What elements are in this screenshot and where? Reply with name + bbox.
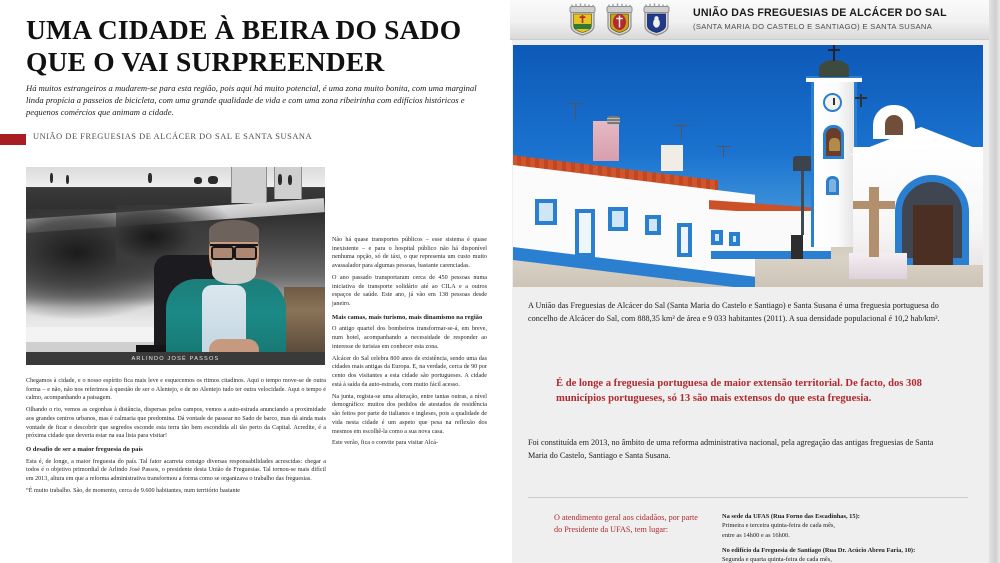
paragraph: Chegamos à cidade, e o nosso espírito fica mais leve e esquecemos os ritmos citadinos. Aqui o tempo move-se de outra forma – e não, não nos referimos à questão de ser o Alentejo, e de no Alentejo tudo ter outra velocidade. Aqui o tempo é calmo, acompanhando a paisagem. — [26, 378, 326, 402]
schedule-block — [722, 546, 967, 563]
divider — [528, 497, 968, 498]
page-gutter — [510, 0, 512, 563]
photo-village-church — [513, 45, 983, 287]
footer-schedule — [722, 512, 967, 563]
chimney — [593, 121, 619, 161]
tower-window — [826, 176, 839, 195]
panel-body-text-2: Foi constituída em 2013, no âmbito de uma reforma administrativa nacional, pela agregação das antigas freguesias de Santa Maria do Castelo, Santiago e Santa Susana. — [528, 438, 934, 460]
chimney — [661, 145, 683, 171]
antenna-icon — [723, 146, 724, 157]
door — [575, 209, 595, 257]
schedule-line: entre as 14h00 e as 16h00. — [722, 531, 790, 539]
mural-figure — [66, 175, 69, 184]
window — [608, 207, 628, 231]
street-lamp-head — [793, 156, 812, 171]
door — [677, 223, 692, 257]
mural-figure — [50, 173, 53, 183]
kicker — [0, 131, 500, 149]
tower-dome — [819, 60, 849, 77]
crest-group — [566, 3, 673, 37]
panel-subtitle: (SANTA MARIA DO CASTELO E SANTIAGO) E SANTA SUSANA — [693, 22, 933, 31]
article-column-2 — [332, 236, 487, 451]
window — [645, 215, 661, 235]
cross-icon — [833, 45, 835, 61]
paragraph: Alcácer do Sal celebra 800 anos de existência, sendo uma das cidades mais antigas da Europa. E, na verdade, cerca de 90 por cento dos visitantes a esta cidade são portugueses. A cidade está à saída da auto-estrada, com muito fácil acesso. — [332, 355, 487, 388]
kicker-red-bar — [0, 134, 26, 145]
footer-lead-text: O atendimento geral aos cidadãos, por parte do Presidente da UFAS, tem lugar: — [554, 513, 698, 535]
person-hair — [209, 220, 259, 242]
mural-figure — [278, 174, 282, 185]
schedule-line: Primeira e terceira quinta-feira de cada mês, — [722, 522, 836, 530]
crest-santa-maria-do-castelo — [566, 3, 599, 37]
antenna-icon — [575, 103, 576, 119]
paragraph: O antigo quartel dos bombeiros transformar-se-á, em breve, num hotel, acompanhando a necessidade de responder ao interesse de turistas em conhecer esta zona. — [332, 326, 487, 350]
paragraph: Na junta, regista-se uma alteração, entre tantas outras, a nível demográfico: muitos dos pedidos de atestados de residência são feitos por parte de italianos e ingleses, pois a qualidade de vida nesta cidade é um aspeto que pesa na reflexão dos mesmos em escolhê-la como a sua nova casa. — [332, 393, 487, 435]
right-page — [510, 0, 1000, 563]
paragraph: O ano passado transportaram cerca de 450 pessoas numa iniciativa de transporte solidário até ao CILA e a outros espaços de saúde. Este ano, já vão em 138 pessoas desde janeiro. — [332, 274, 487, 308]
subheading: O desafio de ser a maior freguesia do país — [26, 446, 143, 454]
window — [535, 199, 557, 225]
bell-icon — [829, 138, 840, 151]
panel-header — [510, 0, 989, 40]
page-title: UMA CIDADE À BEIRA DO SADO QUE O VAI SURPREENDER — [26, 14, 462, 78]
schedule-title: Na sede da UFAS (Rua Forno das Escadinhas, 15): — [722, 513, 860, 520]
article-column-1 — [26, 377, 326, 499]
schedule-title: No edifício da Freguesia de Santiago (Rua Dr. Acúcio Abreu Faria, 10): — [722, 546, 916, 554]
mural-figure — [194, 177, 202, 184]
calvary-cross-arm — [853, 201, 895, 209]
street-lamp-post — [801, 163, 804, 235]
paragraph: Este verão, fica o convite para visitar Alcá- — [332, 440, 439, 447]
crest-santiago — [603, 3, 636, 37]
crest-santa-susana — [640, 3, 673, 37]
clock-icon — [823, 93, 842, 112]
kicker-label: UNIÃO DE FREGUESIAS DE ALCÁCER DO SAL E SANTA SUSANA — [33, 132, 313, 141]
panel-body-text: A União das Freguesias de Alcácer do Sal (Santa Maria do Castelo e Santiago) e Santa Susana é uma freguesia portuguesa do concelho de Alcácer do Sal, com 888,35 km² de área e 9 033 habitantes (2011). A sua densidade populacional é 10,2 hab/km². — [528, 301, 940, 323]
schedule-line: Segunda e quarta quinta-feira de cada mês, — [722, 556, 832, 563]
panel-title: UNIÃO DAS FREGUESIAS DE ALCÁCER DO SAL — [693, 7, 947, 19]
mural-figure — [208, 176, 218, 184]
paragraph: Esta é, de longe, a maior freguesia do país. Tal fator acarreta consigo diversas responsabilidades acrescidas: chegar a todos é o objetivo primordial de Arlindo José Passos, o presidente desta União de Freguesias. Tal tornou-se mais difícil em 2013, altura em que a reforma administrativa transformou a forma como se organizava o trabalho das freguesias. — [26, 458, 326, 483]
door — [791, 235, 803, 259]
cross-icon — [860, 94, 862, 107]
mural-building — [231, 167, 267, 203]
paragraph: Não há quase transportes públicos – esse sistema é quase inexistente – e para o hospital público não há disponível nenhuma opção, só de táxi, o que representa um custo muito avassalador para algumas pessoas, bastante carenciadas. — [332, 237, 487, 270]
paragraph: “É muito trabalho. São, de momento, cerca de 9.600 habitantes, num território bastante — [26, 487, 241, 494]
standfirst: Há muitos estrangeiros a mudarem-se para esta região, pois aqui há muito potencial, é uma zona muito bonita, com uma marginal linda propícia a passeios de bicicleta, com uma grande qualidade de vida e com uma zona ribeirinha com edifícios históricos e pequenos comércios que animam a cidade. — [26, 83, 477, 118]
subheading: Mais camas, mais turismo, mais dinamismo na região — [332, 313, 483, 321]
glasses-icon — [210, 244, 258, 255]
panel-highlight-text: É de longe a freguesia portuguesa de maior extensão territorial. De facto, dos 308 municípios portugueses, só 13 são mais extensos do que esta freguesia. — [556, 378, 922, 405]
window — [729, 232, 740, 246]
person-beard — [212, 259, 256, 284]
mural-figure — [288, 175, 292, 185]
bell-gable-opening — [885, 115, 903, 135]
schedule-block — [722, 512, 967, 540]
antenna-icon — [681, 125, 682, 139]
photo-caption: ARLINDO JOSÉ PASSOS — [26, 352, 325, 365]
church-door — [913, 205, 953, 265]
calvary-cross-post — [869, 187, 879, 257]
window — [711, 230, 723, 245]
photo-president — [26, 167, 325, 365]
paragraph: Olhando o rio, vemos as cegonhas à distância, dispersas pelos campos, vemos a auto-estrada anunciando a proximidade aos grandes centros urbanos, mas é calmaria que predomina. Dá vontade de passear no Sado de barco, mas dá ainda mais vontade de ficar e descobrir que segredos esconde esta terra tão bem escondida ali tão perto da Capital. Acredite, é a próxima cidade que deveria estar na sua lista para visitar! — [26, 407, 326, 440]
mural-figure — [148, 173, 152, 183]
chimney-cap — [607, 116, 620, 125]
page-edge-shadow — [989, 0, 1000, 563]
